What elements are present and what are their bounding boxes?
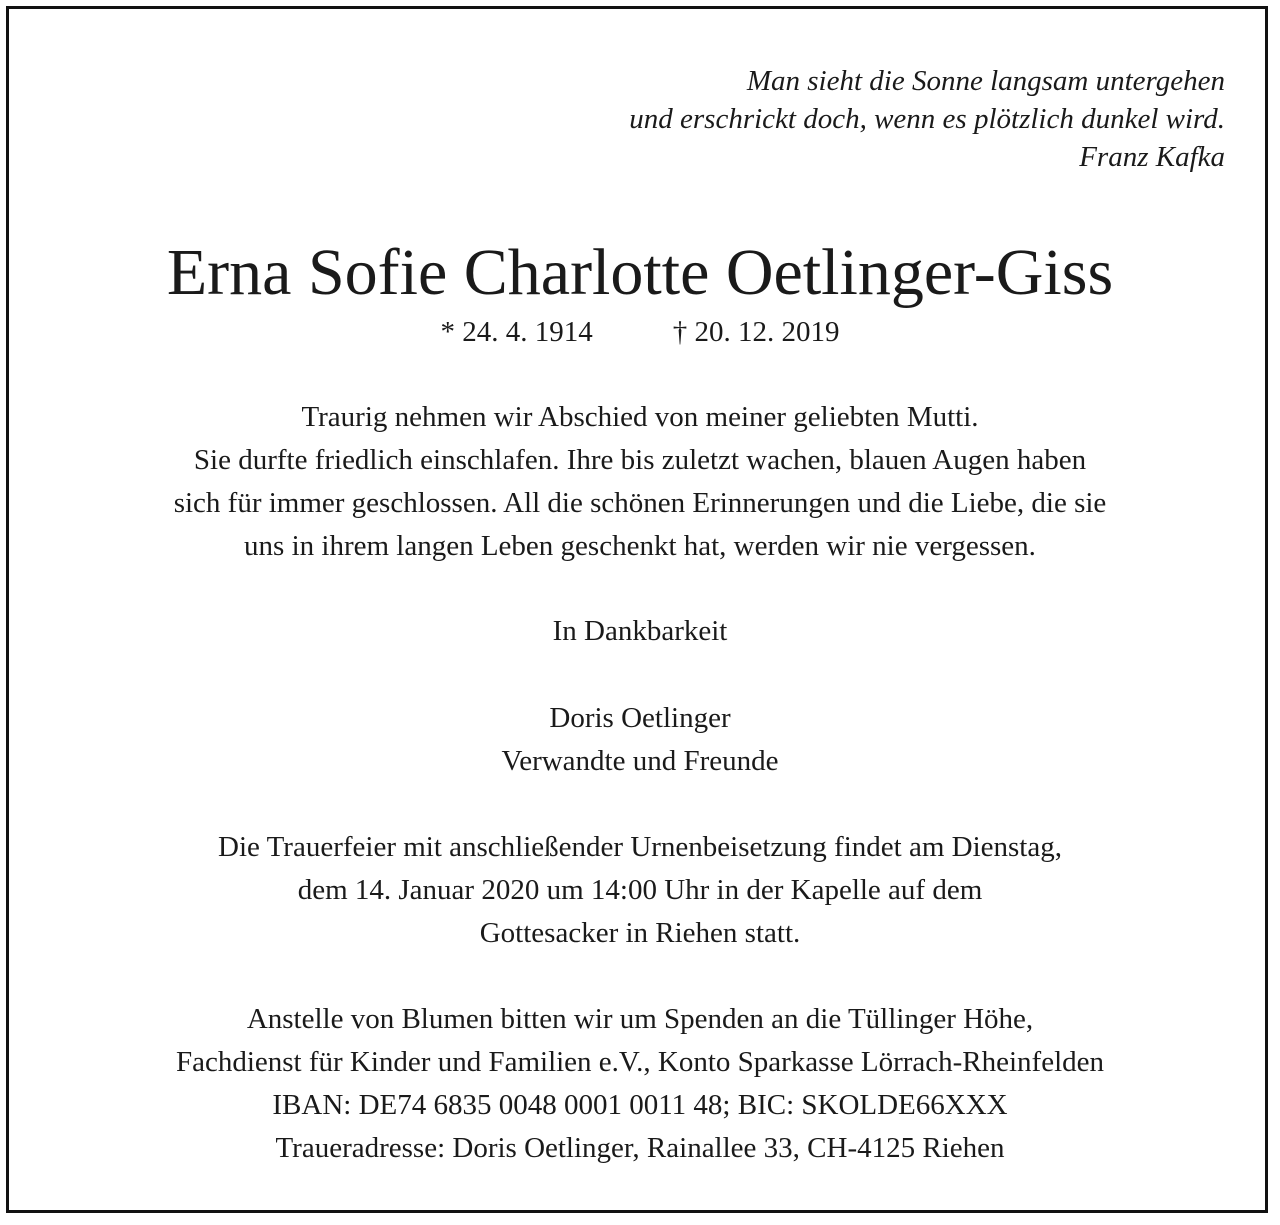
life-dates <box>0 312 1280 352</box>
gratitude-line <box>0 610 1280 653</box>
text-line: sich für immer geschlossen. All die schönen Erinnerungen und die Liebe, die sie <box>173 487 1107 519</box>
text-line: Anstelle von Blumen bitten wir um Spenden an die Tüllinger Höhe, <box>246 1003 1034 1035</box>
text-line: Die Trauerfeier mit anschließender Urnenbeisetzung findet am Dienstag, <box>218 831 1062 863</box>
text-line: Sie durfte friedlich einschlafen. Ihre bis zuletzt wachen, blauen Augen haben <box>193 444 1087 476</box>
text-line: Traurig nehmen wir Abschied von meiner geliebten Mutti. <box>301 401 979 433</box>
quote-author: Franz Kafka <box>1079 141 1225 173</box>
deceased-name: Erna Sofie Charlotte Oetlinger-Giss <box>166 236 1114 309</box>
ceremony-info <box>0 826 1280 955</box>
text-line: uns in ihrem langen Leben geschenkt hat, werden wir nie vergessen. <box>244 530 1036 562</box>
birth-date: * 24. 4. 1914 <box>440 316 593 348</box>
quote-line: Man sieht die Sonne langsam untergehen <box>746 65 1225 97</box>
text-line: Fachdienst für Kinder und Familien e.V., Konto Sparkasse Lörrach-Rheinfelden <box>175 1046 1105 1078</box>
text-line: Gottesacker in Riehen statt. <box>479 917 801 949</box>
mourning-address: Traueradresse: Doris Oetlinger, Rainallee 33, CH-4125 Riehen <box>275 1132 1005 1164</box>
quote-line: und erschrickt doch, wenn es plötzlich dunkel wird. <box>629 103 1225 135</box>
donation-info <box>0 998 1280 1170</box>
kafka-quote <box>629 62 1225 176</box>
text-line: In Dankbarkeit <box>552 615 728 647</box>
mourner-name: Doris Oetlinger <box>549 702 731 734</box>
text-line: dem 14. Januar 2020 um 14:00 Uhr in der Kapelle auf dem <box>297 874 983 906</box>
bank-details: IBAN: DE74 6835 0048 0001 0011 48; BIC: SKOLDE66XXX <box>272 1089 1008 1121</box>
farewell-text <box>0 396 1280 568</box>
mourners <box>0 697 1280 783</box>
mourner-name: Verwandte und Freunde <box>501 745 779 777</box>
death-date: † 20. 12. 2019 <box>672 316 840 348</box>
